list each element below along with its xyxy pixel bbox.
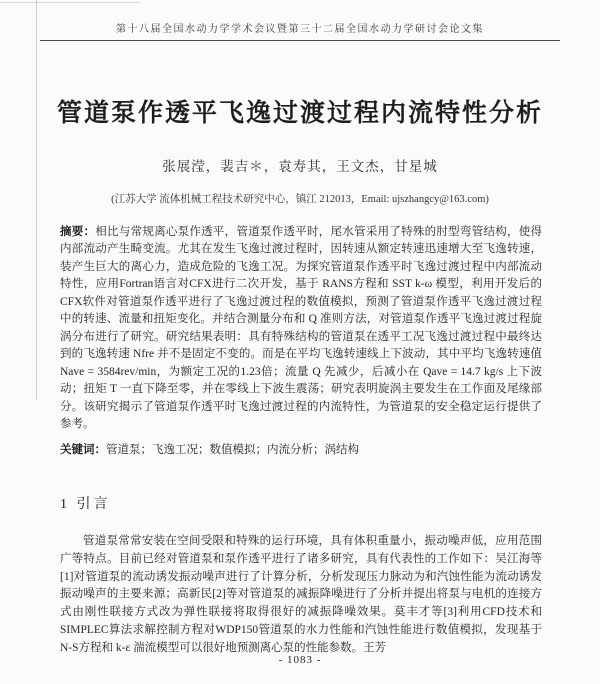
keywords-label: 关键词： [60, 443, 106, 456]
header-divider [40, 40, 560, 41]
scan-edge-artifact-top [0, 2, 140, 3]
conference-header: 第十八届全国水动力学学术会议暨第三十二届全国水动力学研讨会论文集 [116, 24, 484, 35]
intro-paragraph: 管道泵常常安装在空间受限和特殊的运行环境，具有体积重量小，振动噪声低，应用范围广等特点。目前已经对管道泵和泵作透平进行了诸多研究，具有代表性的工作如下：吴江海等[1]对管道泵的流动诱发振动噪声进行了计算分析，分析发现压力脉动为和汽蚀性能为流动诱发振动噪声的主要来源；高新民[2]等对管道泵的减振降噪进行了分析并提出将泵与电机的连接方式由刚性联接方式改为弹性联接将取得很好的减振降噪效果。莫丰才等[3]利用CFD技术和SIMPLEC算法求解控制方程对WDP150管道泵的水力性能和汽蚀性能进行数值模拟，发现基于N-S方程和 k-ε 湍流模型可以很好地预测离心泵的性能参数。王芳 [60, 534, 542, 654]
section-heading: 1 引言 [60, 496, 111, 512]
keywords-line [60, 442, 542, 459]
abstract-text: 相比与常规离心泵作透平，管道泵作透平时，尾水管采用了特殊的肘型弯管结构，使得内部流动产生畸变流。尤其在发生飞逸过渡过程时，因转速从额定转速迅速增大至飞逸转速，装产生巨大的离心力，造成危险的飞逸工况。为探究管道泵作透平时飞逸过渡过程中内部流动特性，应用Fortran语言对CFX进行二次开发，基于 RANS方程和 SST k-ω 模型，利用开发后的CFX软件对管道泵作透平进行了飞逸过渡过程的数值模拟，预测了管道泵作透平飞逸过渡过程中的转速、流量和扭矩变化。并结合测量分布和 Q 准则方法，对管道泵作透平飞逸过渡过程旋涡分布进行了研究。研究结果表明：具有特殊结构的管道泵在透平工况飞逸过渡过程中最终达到的飞逸转速 Nfre 并不是固定不变的。而是在平均飞逸转速线上下波动，其中平均飞逸转速值 Nave = 3584rev/min，为额定工况的1.23倍；流量 Q 先减少，后减小在 Qave = 14.7 kg/s 上下波动；扭矩 T 一直下降至零，并在零线上下波生震荡；研究表明旋涡主要发生在工作面及尾缘部分。该研究揭示了管道泵作透平时飞逸过渡过程的内流特性，为管道泵的安全稳定运行提供了参考。 [60, 226, 543, 431]
authors-line: 张展滢，裴吉＊，袁寿其，王文杰，甘星城 [162, 159, 438, 174]
affiliation-line: (江苏大学 流体机械工程技术研究中心，镇江 212013，Email: ujszhangcy@163.com) [111, 194, 489, 205]
abstract-paragraph [60, 224, 542, 434]
abstract-label: 摘要： [60, 226, 96, 238]
scan-edge-artifact-left [36, 0, 37, 400]
paper-title: 管道泵作透平飞逸过渡过程内流特性分析 [56, 100, 543, 127]
page-number: - 1083 - [278, 654, 322, 666]
keywords-text: 管道泵；飞逸工况；数值模拟；内流分析；涡结构 [106, 443, 359, 456]
